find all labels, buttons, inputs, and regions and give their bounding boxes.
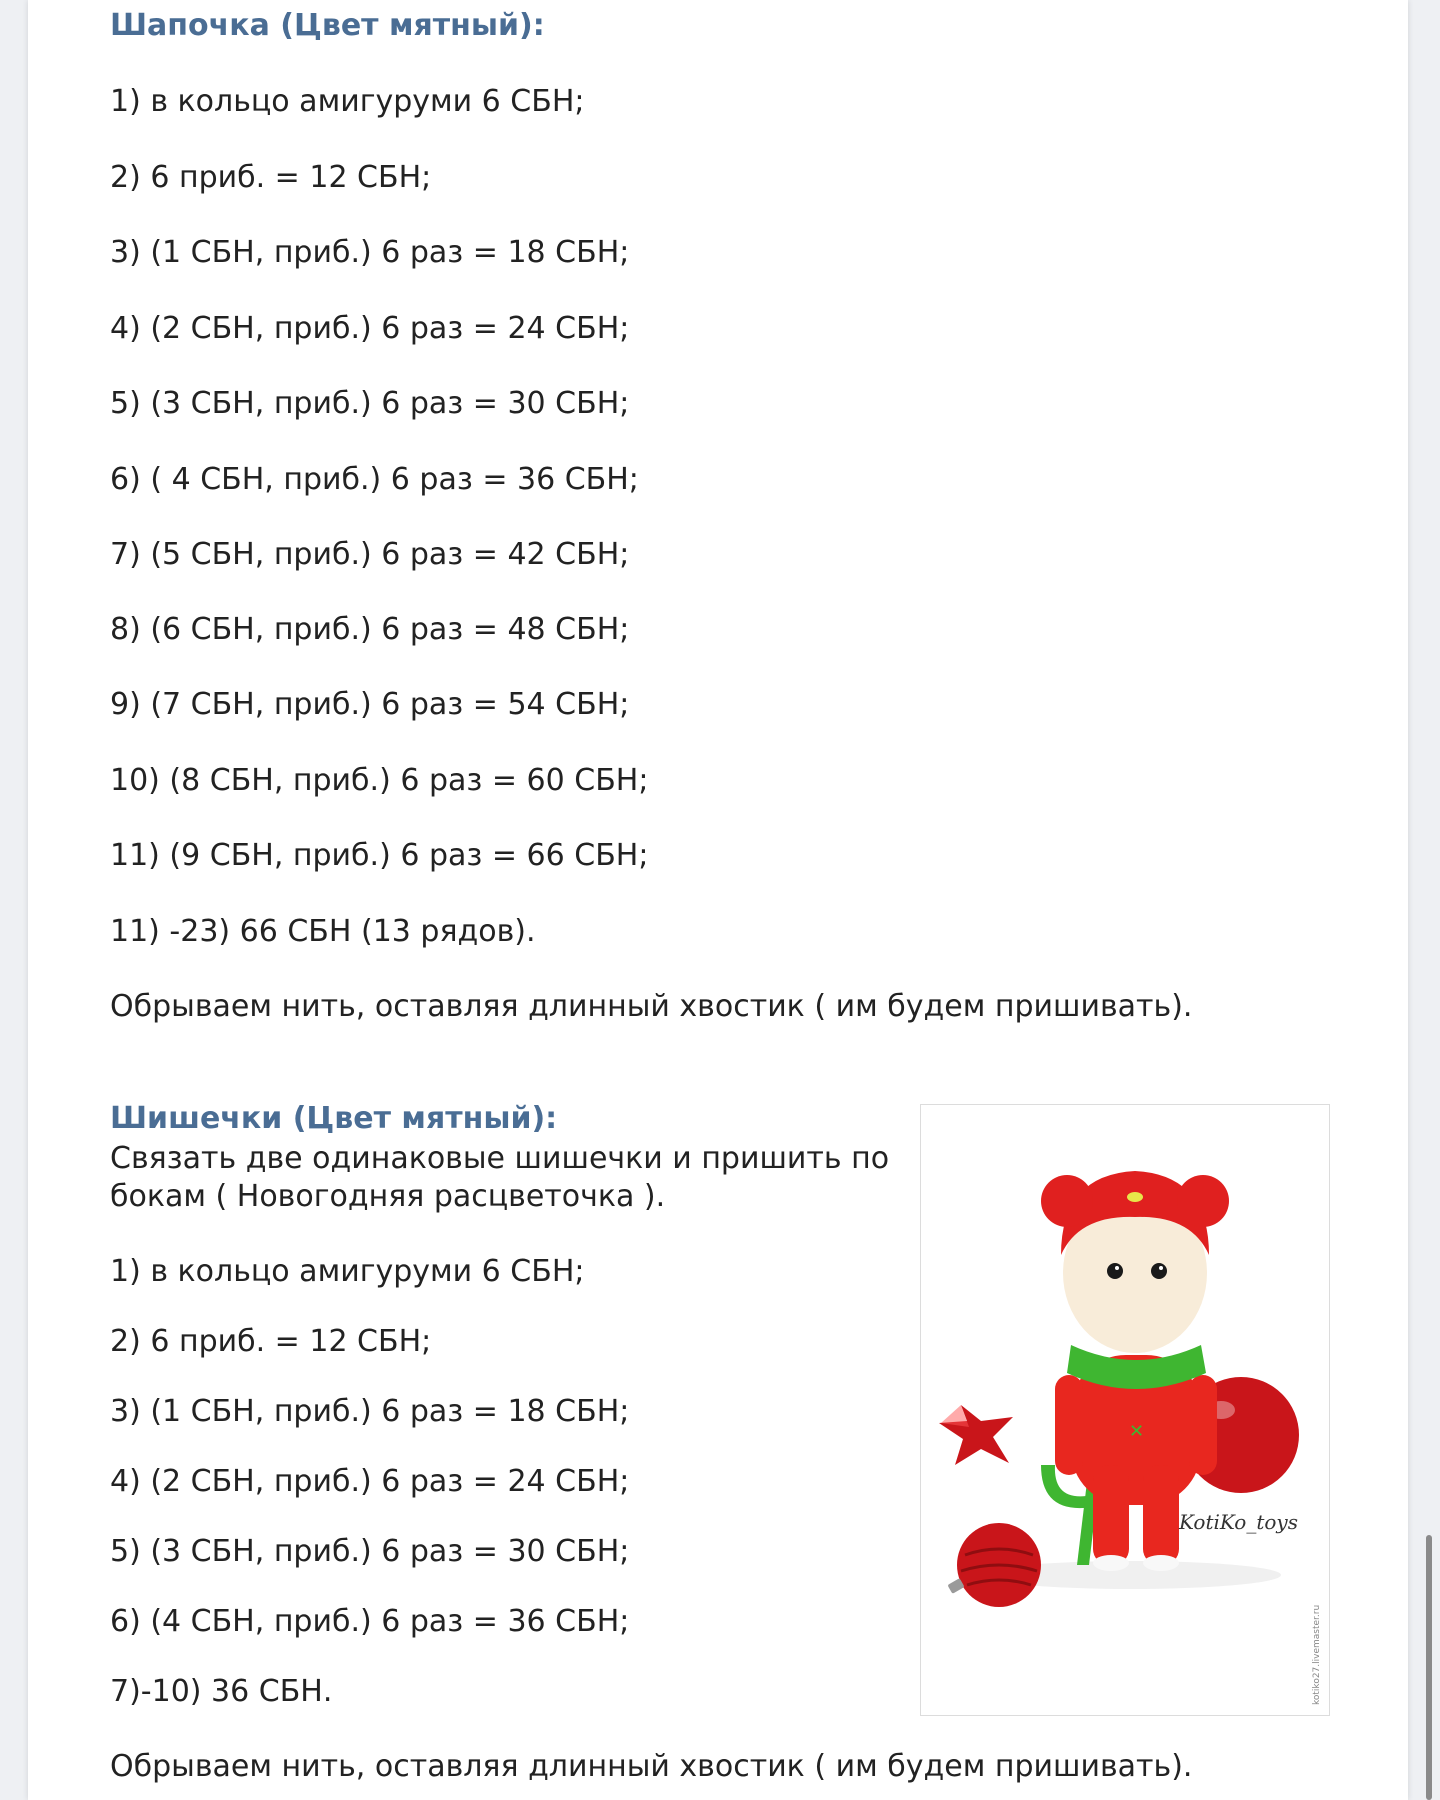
pattern-row: 10) (8 СБН, приб.) 6 раз = 60 СБН; <box>110 763 649 798</box>
closing-note: Обрываем нить, оставляя длинный хвостик ( им будем пришивать). <box>110 1749 1193 1784</box>
pattern-row: 6) ( 4 СБН, приб.) 6 раз = 36 СБН; <box>110 462 639 497</box>
photo-watermark: KotiKo_toys <box>1179 1510 1298 1534</box>
pattern-row: 5) (3 СБН, приб.) 6 раз = 30 СБН; <box>110 1534 630 1569</box>
svg-text:✕: ✕ <box>1129 1421 1145 1442</box>
pattern-row: 3) (1 СБН, приб.) 6 раз = 18 СБН; <box>110 235 630 270</box>
amigurumi-doll-photo <box>920 1104 1330 1716</box>
pattern-row: 1) в кольцо амигуруми 6 СБН; <box>110 1254 585 1289</box>
pattern-row: 5) (3 СБН, приб.) 6 раз = 30 СБН; <box>110 386 630 421</box>
pattern-row: 7) (5 СБН, приб.) 6 раз = 42 СБН; <box>110 537 630 572</box>
pattern-row: 2) 6 приб. = 12 СБН; <box>110 160 432 195</box>
closing-note: Обрываем нить, оставляя длинный хвостик ( им будем пришивать). <box>110 989 1193 1024</box>
section-heading-hat: Шапочка (Цвет мятный): <box>110 8 545 43</box>
section-intro: бокам ( Новогодняя расцветочка ). <box>110 1179 666 1214</box>
pattern-row: 2) 6 приб. = 12 СБН; <box>110 1324 432 1359</box>
photo-side-credit: kotiko27.livemaster.ru <box>1312 1604 1322 1705</box>
pattern-row: 1) в кольцо амигуруми 6 СБН; <box>110 84 585 119</box>
section-heading-bobbles: Шишечки (Цвет мятный): <box>110 1101 558 1136</box>
document-page <box>28 0 1408 1800</box>
pattern-row: 4) (2 СБН, приб.) 6 раз = 24 СБН; <box>110 311 630 346</box>
pattern-row: 11) (9 СБН, приб.) 6 раз = 66 СБН; <box>110 838 649 873</box>
pattern-row: 11) -23) 66 СБН (13 рядов). <box>110 914 536 949</box>
pattern-row: 9) (7 СБН, приб.) 6 раз = 54 СБН; <box>110 687 630 722</box>
pattern-row: 3) (1 СБН, приб.) 6 раз = 18 СБН; <box>110 1394 630 1429</box>
pattern-row: 4) (2 СБН, приб.) 6 раз = 24 СБН; <box>110 1464 630 1499</box>
pattern-row: 7)-10) 36 СБН. <box>110 1674 333 1709</box>
vertical-scrollbar[interactable] <box>1426 1535 1432 1800</box>
pattern-row: 8) (6 СБН, приб.) 6 раз = 48 СБН; <box>110 612 630 647</box>
pattern-row: 6) (4 СБН, приб.) 6 раз = 36 СБН; <box>110 1604 630 1639</box>
section-intro: Связать две одинаковые шишечки и пришить по <box>110 1141 890 1176</box>
